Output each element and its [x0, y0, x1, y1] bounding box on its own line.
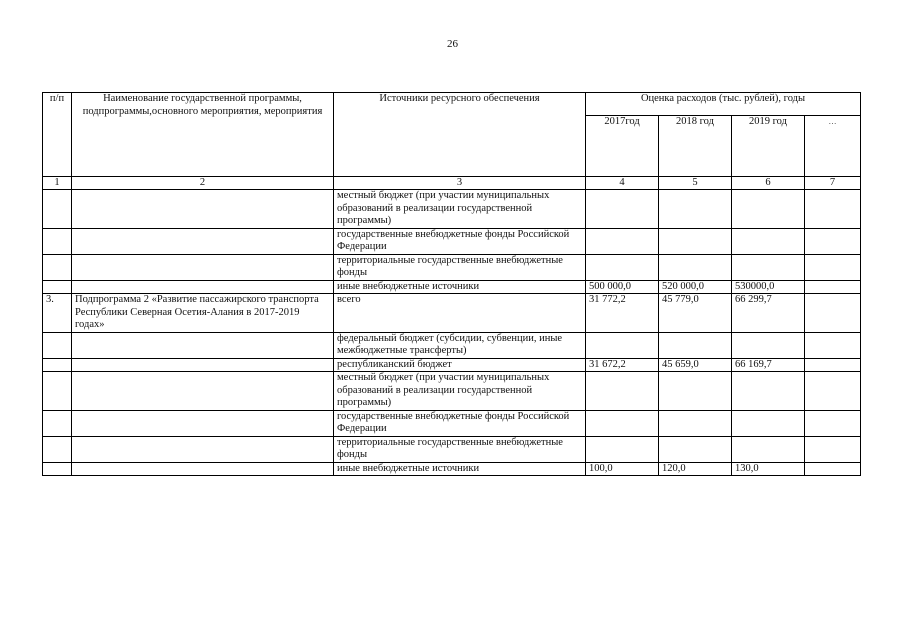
value-extra	[805, 358, 861, 372]
value-2019	[732, 254, 805, 280]
program-name	[72, 332, 334, 358]
value-2019	[732, 410, 805, 436]
table-row	[43, 254, 861, 280]
value-extra	[805, 228, 861, 254]
program-name	[72, 190, 334, 229]
funding-source: территориальные государственные внебюджетные фонды	[334, 254, 586, 280]
program-name	[72, 280, 334, 294]
value-extra	[805, 280, 861, 294]
row-number	[43, 228, 72, 254]
value-2017: 31 672,2	[586, 358, 659, 372]
row-number	[43, 358, 72, 372]
row-number	[43, 280, 72, 294]
table-row	[43, 228, 861, 254]
column-number: 4	[586, 177, 659, 190]
value-2018	[659, 254, 732, 280]
value-2018: 45 659,0	[659, 358, 732, 372]
value-extra	[805, 294, 861, 333]
row-number	[43, 332, 72, 358]
value-2017	[586, 190, 659, 229]
program-name	[72, 372, 334, 411]
value-2017	[586, 332, 659, 358]
value-extra	[805, 190, 861, 229]
table-row	[43, 332, 861, 358]
value-extra	[805, 372, 861, 411]
row-number	[43, 190, 72, 229]
header-sources: Источники ресурсного обеспечения	[334, 93, 586, 177]
value-2018: 45 779,0	[659, 294, 732, 333]
funding-source: государственные внебюджетные фонды Российской Федерации	[334, 228, 586, 254]
column-number: 5	[659, 177, 732, 190]
value-extra	[805, 254, 861, 280]
column-number: 3	[334, 177, 586, 190]
program-name	[72, 254, 334, 280]
value-extra	[805, 410, 861, 436]
page-number: 26	[447, 38, 458, 50]
value-2019	[732, 332, 805, 358]
value-2019: 530000,0	[732, 280, 805, 294]
budget-table	[42, 92, 861, 476]
value-2018: 520 000,0	[659, 280, 732, 294]
table-row	[43, 372, 861, 411]
funding-source: всего	[334, 294, 586, 333]
funding-source: республиканский бюджет	[334, 358, 586, 372]
table-row	[43, 462, 861, 476]
column-number: 2	[72, 177, 334, 190]
value-2019	[732, 190, 805, 229]
header-year-2017: 2017год	[586, 116, 659, 177]
value-2019	[732, 436, 805, 462]
value-2017: 500 000,0	[586, 280, 659, 294]
funding-source: иные внебюджетные источники	[334, 462, 586, 476]
value-2017	[586, 436, 659, 462]
program-name	[72, 228, 334, 254]
program-name	[72, 436, 334, 462]
program-name: Подпрограмма 2 «Развитие пассажирского транспорта Республики Северная Осетия-Алания в 2017-2019 годах»	[72, 294, 334, 333]
row-number	[43, 254, 72, 280]
value-2018	[659, 228, 732, 254]
value-2017	[586, 410, 659, 436]
funding-source: местный бюджет (при участии муниципальных образований в реализации государственной программы)	[334, 372, 586, 411]
column-number: 6	[732, 177, 805, 190]
value-2017	[586, 372, 659, 411]
value-2017: 100,0	[586, 462, 659, 476]
funding-source: территориальные государственные внебюджетные фонды	[334, 436, 586, 462]
value-2019: 66 299,7	[732, 294, 805, 333]
table-row	[43, 410, 861, 436]
header-costs: Оценка расходов (тыс. рублей), годы	[586, 93, 861, 116]
value-extra	[805, 332, 861, 358]
value-2019	[732, 372, 805, 411]
header-num: п/п	[43, 93, 72, 177]
table-row	[43, 294, 861, 333]
value-extra	[805, 436, 861, 462]
column-number: 7	[805, 177, 861, 190]
value-2017	[586, 228, 659, 254]
value-2018: 120,0	[659, 462, 732, 476]
value-2019: 66 169,7	[732, 358, 805, 372]
funding-source: иные внебюджетные источники	[334, 280, 586, 294]
value-2017: 31 772,2	[586, 294, 659, 333]
program-name	[72, 462, 334, 476]
value-2019: 130,0	[732, 462, 805, 476]
program-name	[72, 358, 334, 372]
header-more: …	[805, 116, 861, 177]
value-2018	[659, 332, 732, 358]
column-number-row	[43, 177, 861, 190]
row-number	[43, 410, 72, 436]
value-2019	[732, 228, 805, 254]
row-number: 3.	[43, 294, 72, 333]
table-row	[43, 358, 861, 372]
program-name	[72, 410, 334, 436]
table-row	[43, 436, 861, 462]
header-year-2018: 2018 год	[659, 116, 732, 177]
header-name: Наименование государственной программы, подпрограммы,основного мероприятия, мероприятия	[72, 93, 334, 177]
value-2018	[659, 410, 732, 436]
row-number	[43, 436, 72, 462]
value-2018	[659, 372, 732, 411]
table-row	[43, 190, 861, 229]
header-year-2019: 2019 год	[732, 116, 805, 177]
table-row	[43, 280, 861, 294]
value-2018	[659, 190, 732, 229]
value-2017	[586, 254, 659, 280]
row-number	[43, 462, 72, 476]
funding-source: государственные внебюджетные фонды Российской Федерации	[334, 410, 586, 436]
value-extra	[805, 462, 861, 476]
row-number	[43, 372, 72, 411]
funding-source: местный бюджет (при участии муниципальных образований в реализации государственной программы)	[334, 190, 586, 229]
funding-source: федеральный бюджет (субсидии, субвенции, иные межбюджетные трансферты)	[334, 332, 586, 358]
value-2018	[659, 436, 732, 462]
column-number: 1	[43, 177, 72, 190]
